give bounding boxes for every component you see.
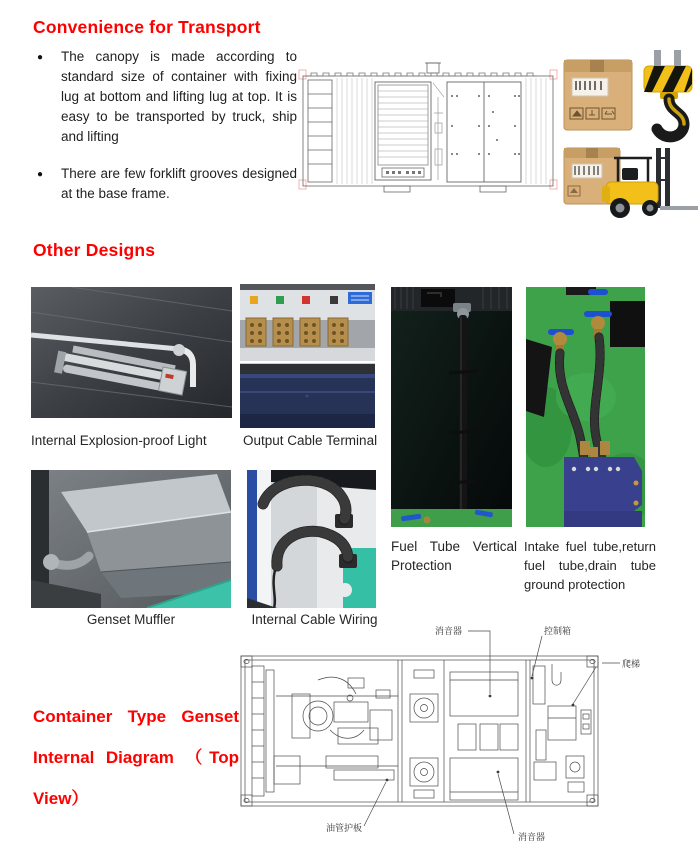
- section-heading-other-designs: Other Designs: [33, 240, 156, 260]
- section-heading-transport: Convenience for Transport: [33, 17, 261, 37]
- diagram-label-muffler-top: 消音器: [435, 626, 463, 636]
- diagram-label-muffler-bottom: 消音器: [518, 832, 546, 842]
- container-top-view-diagram: [230, 610, 700, 864]
- caption-fuel-tube-vertical: Fuel Tube Vertical Protection: [391, 539, 517, 573]
- photo-intake-fuel-tubes: [526, 287, 645, 527]
- crane-hook-icon: [562, 50, 700, 151]
- photo-output-cable-terminal: [240, 284, 375, 428]
- photo-fuel-tube-vertical-protection: [391, 287, 512, 527]
- caption-explosion-proof-light: Internal Explosion-proof Light: [31, 433, 207, 448]
- forklift-icon: [556, 146, 700, 227]
- container-side-view-drawing: [296, 53, 560, 208]
- photo-genset-muffler: [31, 470, 231, 608]
- section-heading-diagram: Container Type Genset Internal Diagram （Top View）: [33, 707, 239, 808]
- diagram-label-control-box: 控制箱: [544, 626, 572, 636]
- caption-genset-muffler: Genset Muffler: [86, 612, 176, 627]
- transport-bullet-list: [35, 47, 297, 204]
- caption-output-cable-terminal: Output Cable Terminal: [243, 433, 378, 448]
- caption-internal-cable-wiring: Internal Cable Wiring: [251, 612, 378, 627]
- bullet-item: ● The canopy is made according to standard size of container with fixing lug at bottom and lifting lug at top. It is easy to be transported by truck, ship and lifting: [35, 47, 297, 147]
- diagram-label-ladder: 爬梯: [622, 659, 641, 669]
- photo-internal-cable-wiring: [247, 470, 376, 608]
- diagram-label-oil-pipe-guard: 油管护板: [326, 823, 363, 833]
- photo-internal-explosion-proof-light: [31, 287, 232, 418]
- bullet-item: ● There are few forklift grooves designed at the base frame.: [35, 164, 297, 204]
- caption-intake-fuel-tube: Intake fuel tube,return fuel tube,drain tube ground protection: [524, 539, 656, 592]
